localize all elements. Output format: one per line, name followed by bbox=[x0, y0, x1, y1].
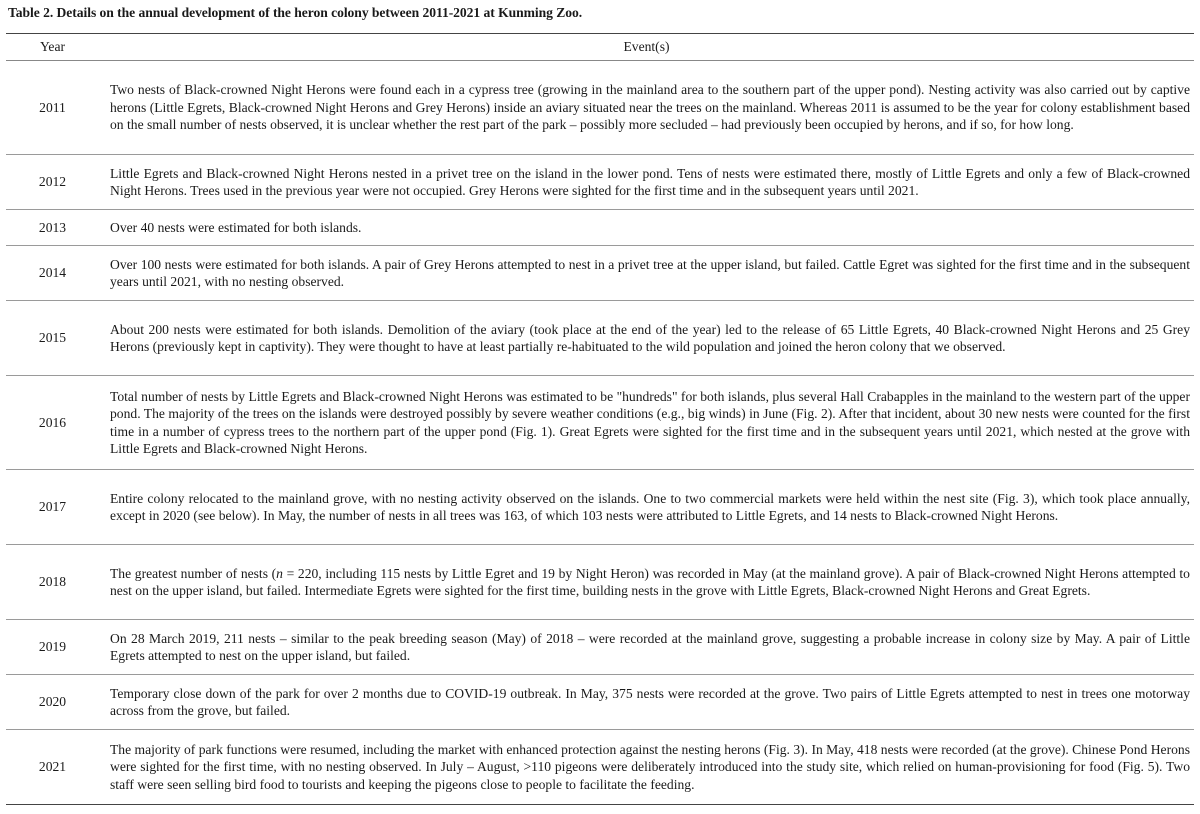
table-row bbox=[6, 301, 1194, 376]
event-cell: Over 40 nests were estimated for both islands. bbox=[99, 210, 1194, 246]
event-cell: Entire colony relocated to the mainland grove, with no nesting activity observed on the islands. One to two commercial markets were held within the nest site (Fig. 3), which took place annually, except in 2020 (see below). In May, the number of nests in all trees was 163, of which 103 nests were attributed to Little Egrets, and 14 nests to Black-crowned Night Herons. bbox=[99, 470, 1194, 545]
table-row bbox=[6, 246, 1194, 301]
year-cell: 2019 bbox=[6, 620, 99, 675]
year-cell: 2011 bbox=[6, 61, 99, 155]
sample-size-symbol: n bbox=[276, 565, 283, 581]
table-row bbox=[6, 376, 1194, 470]
event-cell bbox=[99, 545, 1194, 620]
event-cell: On 28 March 2019, 211 nests – similar to the peak breeding season (May) of 2018 – were recorded at the mainland grove, suggesting a probable increase in colony size by May. A pair of Little Egrets attempted to nest on the upper island, but failed. bbox=[99, 620, 1194, 675]
table-row bbox=[6, 620, 1194, 675]
header-year: Year bbox=[6, 34, 99, 61]
event-cell: Over 100 nests were estimated for both islands. A pair of Grey Herons attempted to nest in a privet tree at the upper island, but failed. Cattle Egret was sighted for the first time and in the subsequent years until 2021, with no nesting observed. bbox=[99, 246, 1194, 301]
year-cell: 2014 bbox=[6, 246, 99, 301]
year-cell: 2017 bbox=[6, 470, 99, 545]
year-cell: 2018 bbox=[6, 545, 99, 620]
year-cell: 2021 bbox=[6, 730, 99, 805]
table-row bbox=[6, 675, 1194, 730]
table-row bbox=[6, 545, 1194, 620]
year-cell: 2012 bbox=[6, 155, 99, 210]
table-caption: Table 2. Details on the annual development of the heron colony between 2011-2021 at Kunming Zoo. bbox=[8, 5, 583, 20]
table-row bbox=[6, 730, 1194, 805]
heron-colony-table bbox=[6, 33, 1194, 805]
year-cell: 2020 bbox=[6, 675, 99, 730]
event-cell: Total number of nests by Little Egrets and Black-crowned Night Herons was estimated to be "hundreds" for both islands, plus several Hall Crabapples in the mainland to the western part of the upper pond. The majority of the trees on the islands were destroyed possibly by severe weather conditions (e.g., big winds) in June (Fig. 2). After that incident, about 30 new nests were counted for the first time in a number of cypress trees to the northern part of the upper pond (Fig. 1). Great Egrets were sighted for the first time and in the subsequent years until 2021, which nested at the grove with Little Egrets and Black-crowned Night Herons. bbox=[99, 376, 1194, 470]
table-row bbox=[6, 210, 1194, 246]
table-row bbox=[6, 61, 1194, 155]
event-cell: Little Egrets and Black-crowned Night Herons nested in a privet tree on the island in the lower pond. Tens of nests were estimated there, mostly of Little Egrets and only a few of Black-crowned Night Herons. Trees used in the previous year were not occupied. Grey Herons were sighted for the first time and in the subsequent years until 2021. bbox=[99, 155, 1194, 210]
year-cell: 2016 bbox=[6, 376, 99, 470]
event-text-pre: The greatest number of nests ( bbox=[110, 565, 277, 581]
event-cell: About 200 nests were estimated for both islands. Demolition of the aviary (took place at the end of the year) led to the release of 65 Little Egrets, 40 Black-crowned Night Herons and 25 Grey Herons (previously kept in captivity). They were thought to have at least partially re-habituated to the wild population and joined the heron colony that we observed. bbox=[99, 301, 1194, 376]
header-events: Event(s) bbox=[99, 34, 1194, 61]
event-text-post: = 220, including 115 nests by Little Egret and 19 by Night Heron) was recorded in May (at the mainland grove). A pair of Black-crowned Night Herons attempted to nest on the upper island, but failed. Intermediate Egrets were sighted for the first time, building nests in the grove with Little Egrets, Black-crowned Night Herons and Great Egrets. bbox=[110, 565, 1190, 598]
event-cell: Temporary close down of the park for over 2 months due to COVID-19 outbreak. In May, 375 nests were recorded at the grove. Two pairs of Little Egrets attempted to nest in trees one motorway across from the grove, but failed. bbox=[99, 675, 1194, 730]
table-row bbox=[6, 470, 1194, 545]
year-cell: 2015 bbox=[6, 301, 99, 376]
year-cell: 2013 bbox=[6, 210, 99, 246]
event-cell: The majority of park functions were resumed, including the market with enhanced protection against the nesting herons (Fig. 3). In May, 418 nests were recorded (at the grove). Chinese Pond Herons were sighted for the first time, with no nesting observed. In July – August, >110 pigeons were deliberately introduced into the study site, which relied on human-provisioning for food (Fig. 5). Two staff were seen selling bird food to tourists and keeping the pigeons close to people to facilitate the feeding. bbox=[99, 730, 1194, 805]
table-header-row bbox=[6, 34, 1194, 61]
event-cell: Two nests of Black-crowned Night Herons were found each in a cypress tree (growing in the mainland area to the southern part of the upper pond). Nesting activity was also carried out by captive herons (Little Egrets, Black-crowned Night Herons and Grey Herons) inside an aviary situated near the trees on the mainland. Whereas 2011 is assumed to be the year for colony establishment based on the small number of nests observed, it is unclear whether the rest part of the park – possibly more secluded – had previously been occupied by herons, and if so, for how long. bbox=[99, 61, 1194, 155]
table-row bbox=[6, 155, 1194, 210]
